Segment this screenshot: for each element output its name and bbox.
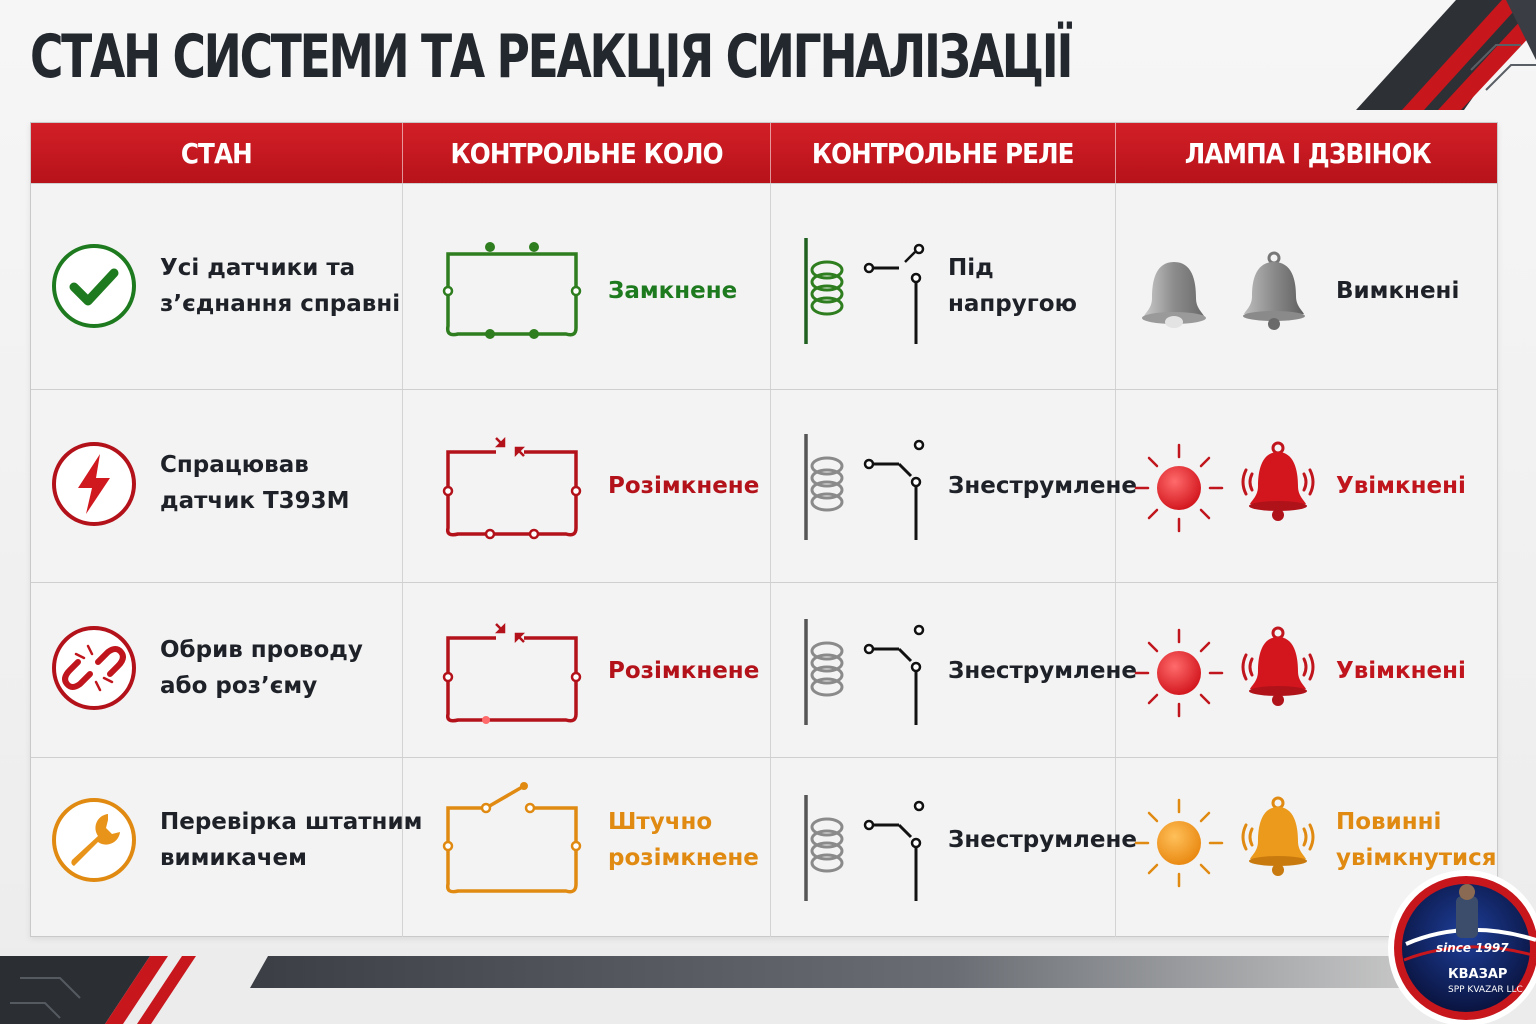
circuit-cell	[403, 390, 771, 582]
closed-circuit-icon	[438, 242, 584, 340]
alarm-cell	[1116, 184, 1499, 389]
header-relay: КОНТРОЛЬНЕ РЕЛЕ	[771, 123, 1116, 183]
header-state: СТАН	[31, 123, 403, 183]
bell-ringing-icon	[1238, 625, 1318, 715]
state-cell	[31, 390, 403, 582]
alarm-status: Повинні увімкнутися	[1336, 809, 1497, 871]
page-title: СТАН СИСТЕМИ ТА РЕАКЦІЯ СИГНАЛІЗАЦІЇ	[30, 22, 1072, 92]
relay-cell	[771, 758, 1137, 937]
alarm-status: Увімкнені	[1336, 473, 1466, 499]
relay-status: Знеструмлене	[948, 827, 1137, 853]
test-open-circuit-icon	[438, 774, 584, 898]
svg-text:SPP KVAZAR LLC: SPP KVAZAR LLC	[1448, 985, 1523, 995]
state-text: Спрацював датчик Т393М	[160, 452, 350, 514]
table-row	[31, 582, 1497, 757]
alarm-status: Увімкнені	[1336, 658, 1466, 684]
relay-status: Під напругою	[948, 255, 1077, 317]
circuit-status: Розімкнене	[608, 473, 760, 499]
wrench-circle-icon	[50, 796, 138, 884]
corner-decoration	[1206, 0, 1536, 110]
lamp-on-icon	[1134, 628, 1224, 718]
svg-text:КВАЗАР: КВАЗАР	[1448, 967, 1508, 982]
status-table	[30, 122, 1498, 937]
relay-cell	[771, 583, 1137, 757]
relay-status: Знеструмлене	[948, 473, 1137, 499]
relay-energized-icon	[799, 236, 929, 346]
table-row	[31, 757, 1497, 937]
circuit-status: Штучно розімкнене	[608, 809, 759, 871]
header-circuit: КОНТРОЛЬНЕ КОЛО	[403, 123, 771, 183]
circuit-cell	[403, 583, 771, 757]
open-circuit-icon	[438, 620, 584, 726]
company-logo	[1386, 866, 1536, 1024]
bottom-decoration	[0, 948, 1536, 1024]
state-text: Усі датчики та з’єднання справні	[160, 255, 401, 317]
svg-text:since 1997: since 1997	[1436, 941, 1509, 955]
bell-ringing-icon	[1238, 795, 1318, 885]
broken-link-circle-icon	[50, 624, 138, 712]
state-cell	[31, 583, 403, 757]
open-circuit-icon	[438, 434, 584, 540]
alarm-cell	[1116, 390, 1499, 582]
checkmark-circle-icon	[50, 242, 138, 330]
table-row	[31, 183, 1497, 389]
state-cell	[31, 184, 403, 389]
relay-status: Знеструмлене	[948, 658, 1137, 684]
state-text: Перевірка штатним вимикачем	[160, 809, 423, 871]
relay-deenergized-icon	[799, 793, 929, 903]
relay-cell	[771, 390, 1137, 582]
bell-ringing-icon	[1238, 440, 1318, 530]
alarm-cell	[1116, 583, 1499, 757]
circuit-status: Розімкнене	[608, 658, 760, 684]
bell-off-icon	[1238, 250, 1310, 332]
lamp-on-icon	[1134, 443, 1224, 533]
circuit-cell	[403, 184, 771, 389]
table-row	[31, 389, 1497, 582]
relay-cell	[771, 184, 1116, 389]
header-alarm: ЛАМПА І ДЗВІНОК	[1184, 136, 1431, 170]
relay-deenergized-icon	[799, 617, 929, 727]
state-cell	[31, 758, 423, 937]
state-text: Обрив проводу або роз’єму	[160, 637, 363, 699]
lamp-off-bell-icon	[1134, 258, 1214, 330]
lightning-circle-icon	[50, 440, 138, 528]
lamp-on-icon	[1134, 798, 1224, 888]
relay-deenergized-icon	[799, 432, 929, 542]
table-header	[31, 123, 1497, 183]
circuit-cell	[403, 758, 771, 937]
circuit-status: Замкнене	[608, 278, 738, 304]
alarm-status: Вимкнені	[1336, 278, 1460, 304]
